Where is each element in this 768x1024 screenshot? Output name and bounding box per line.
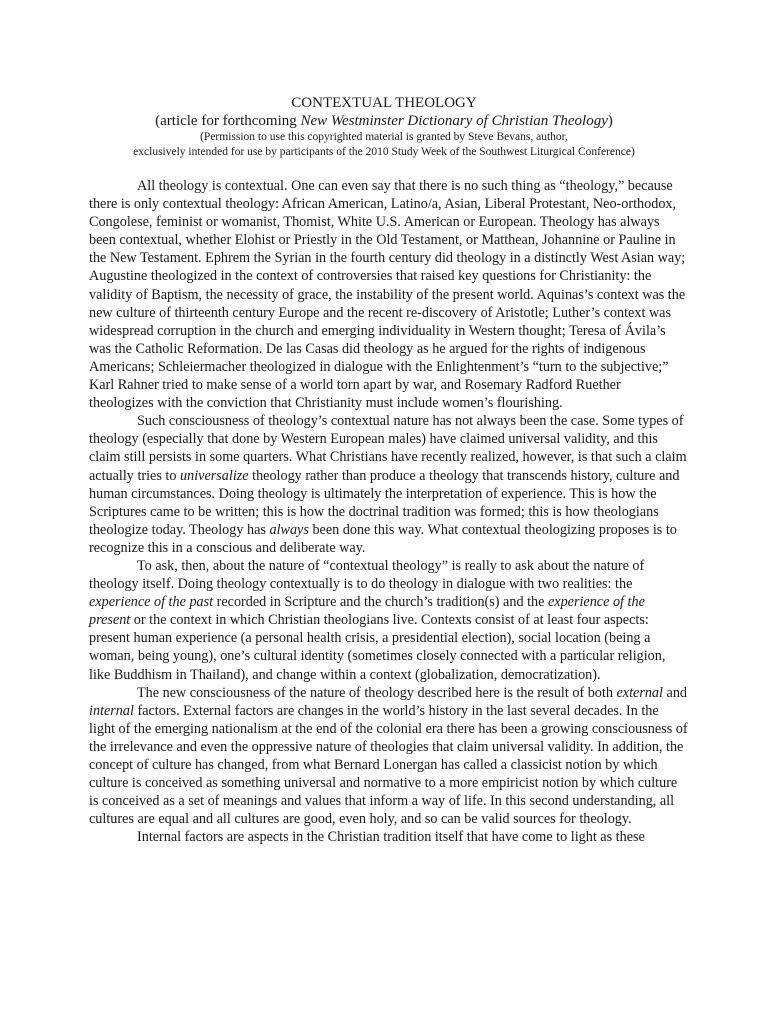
paragraph-3-text-a: To ask, then, about the nature of “contextual theology” is really to ask about the nature of theology itself. Doing theology contextually is to do theology in dialogue with two realities: the <box>89 557 645 593</box>
paragraph-2-text-c: been done this way. What contextual theologizing proposes is to recognize this in a conscious and deliberate way. <box>89 521 677 556</box>
paragraph-5: Internal factors are aspects in the Christian tradition itself that have come to light as these <box>137 829 645 846</box>
paragraph-1: All theology is contextual. One can even say that there is no such thing as “theology,” because there is only contextual theology: African American, Latino/a, Asian, Liberal Protestant, Neo-orthodox, Congolese, feminist or womanist, Thomist, White U.S. American or European. Theology has always been contextual, whether Elohist or Priestly in the Old Testament, or Matthean, Johannine or Pauline in the New Testament. Ephrem the Syrian in the fourth century did theology in a distinctly West Asian way; Augustine theologized in the context of controversies that raised key questions for Christianity: the validity of Baptism, the necessity of grace, the instability of the present world. Aquinas’s context was the new culture of thirteenth century Europe and the recent re-discovery of Aristotle; Luther’s context was widespread corruption in the church and emerging individuality in Western thought; Teresa of Ávila’s was the Catholic Reformation. De las Casas did theology as he argued for the rights of indigenous Americans; Schleiermacher theologized in dialogue with the Enlightenment’s “turn to the subjective;” Karl Rahner tried to make sense of a world torn apart by war, and Rosemary Radford Ruether theologizes with the conviction that Christianity must include women’s flourishing. <box>89 178 686 412</box>
paragraph-2 <box>89 412 688 557</box>
paragraph-2-emphasis-1: universalize <box>180 467 249 484</box>
paragraph-2-text-a: Such consciousness of theology’s contextual nature has not always been the case. Some types of theology (especially that done by Western European males) have claimed universal validity, and this claim still persists in some quarters. What Christians have recently realized, however, is that such a claim actually tries to <box>89 413 687 484</box>
document-subtitle <box>0 112 768 130</box>
permission-line-2: exclusively intended for use by participants of the 2010 Study Week of the Southwest Liturgical Conference) <box>133 146 635 158</box>
paragraph-3-emphasis-2: experience of the present <box>89 594 645 629</box>
subtitle-publication: New Westminster Dictionary of Christian Theology <box>300 113 608 129</box>
document-title: CONTEXTUAL THEOLOGY <box>291 95 477 111</box>
paragraph-4-emphasis-1: external <box>616 684 663 701</box>
paragraph-2-emphasis-2: always <box>269 521 309 538</box>
paragraph-4-text-c: factors. External factors are changes in the world’s history in the last several decades. In the light of the emerging nationalism at the end of the colonial era there has been a growing consciousness of the irrelevance and even the oppressive nature of theologies that claim universal validity. In addition, the concept of culture has changed, from what Bernard Lonergan has called a classicist notion by which culture is conceived as something universal and normative to a more empiricist notion by which culture is conceived as a set of meanings and values that inform a way of life. In this second understanding, all cultures are equal and all cultures are good, even holy, and so can be valid sources for theology. <box>89 702 688 828</box>
paragraph-4-text-b: and <box>662 684 688 701</box>
paragraph-3-text-c: or the context in which Christian theologians live. Contexts consist of at least four aspects: present human experience (a personal health crisis, a presidential election), social location (being a woman, being young), one’s cultural identity (sometimes closely connected with a particular religion, like Buddhism in Thailand), and change within a context (globalization, democratization). <box>89 612 666 683</box>
subtitle-text: (article for forthcoming <box>155 113 301 129</box>
paragraph-2-text-b: theology rather than produce a theology that transcends history, culture and human circumstances. Doing theology is ultimately the interpretation of experience. This is how the Scriptures came to be written; this is how the doctrinal tradition was formed; this is how theologians theologize today. Theology has <box>89 467 680 538</box>
document-header <box>0 94 768 160</box>
paragraph-4-emphasis-2: internal <box>89 702 134 719</box>
permission-line-1: (Permission to use this copyrighted material is granted by Steve Bevans, author, <box>200 131 568 143</box>
document-body <box>89 177 688 846</box>
paragraph-4 <box>89 684 688 829</box>
paragraph-3-text-b: recorded in Scripture and the church’s tradition(s) and the <box>213 594 548 611</box>
paragraph-3 <box>89 557 688 684</box>
paragraph-3-emphasis-1: experience of the past <box>89 594 214 611</box>
subtitle-close: ) <box>607 113 613 129</box>
paragraph-4-text-a: The new consciousness of the nature of theology described here is the result of both <box>137 684 617 701</box>
